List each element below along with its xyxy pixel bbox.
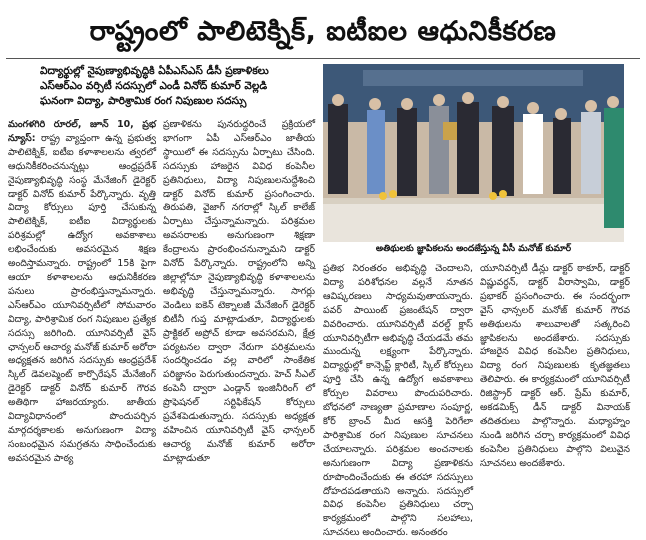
photo-caption: అతిథులకు జ్ఞాపికలను అందజేస్తున్న వీసీ మనోజ్ కుమార్ [375, 244, 572, 254]
headline: రాష్ట్రంలో పాలిటెక్నిక్, ఐటీఐల ఆధునికీకరణ [89, 16, 557, 47]
article-column-2 [163, 118, 315, 508]
subheadline [40, 64, 310, 109]
subheadline-line: ఎస్ఆర్ఎం వర్సిటీ సదస్సులో ఎండీ వినోద్ కుమార్ వెల్లడి [40, 80, 268, 92]
article-column-1 [8, 118, 156, 508]
article-text: ప్రణాళికను పునరుద్ధరించే ప్రక్రియలో భాగంగా ఏపీ ఎస్ఆర్ఎం జాతీయ స్థాయిలో ఈ సదస్సును ఏర్పాటు చేసింది. సదస్సుకు హాజరైన వివిధ కంపెనీల ప్రతినిధులు, విద్యా నిపుణులనుద్దేశించి డాక్టర్ వినోద్ కుమార్ ప్రసంగించారు. తిరుపతి, వైజాగ్ నగరాల్లో స్కిల్ కాలేజ్ ఏర్పాటు చేస్తున్నామన్నారు. పరిశ్రమల అవసరాలకు అనుగుణంగా శిక్షణా కేంద్రాలను ప్రారంభించనున్నామని డాక్టర్ వినోద్ పేర్కొన్నారు. రాష్ట్రంలోని అన్ని జిల్లాల్లోనూ నైపుణ్యాభివృద్ధి కళాశాలలను అభివృద్ధి చేస్తున్నామన్నారు. సాగర్లు వెండిలు ఐకెన్ టెక్నాలజీ మేనేజింగ్ డైరెక్టర్ బిటీనీ గుప్త మాట్లాడుతూ, విద్యార్థులకు ప్రాక్టికల్ అప్రోచ్ కూడా అవసరమని, క్షేత్ర పర్యటనల ద్వారా నేరుగా పరిశ్రమలను సందర్శించడం వల్ల వారిలో సాంకేతిక పరిజ్ఞానం పెరుగుతుందన్నారు. హెచ్ సీఎల్ కంపెనీ ద్వారా ఎండ్లాన్ ఇంజినీరింగ్ లో ప్రొఫెషనల్ సర్టిఫికేషన్ కోర్సులు ప్రవేశపెడుతున్నారు. సదస్సుకు అధ్యక్షత వహించిన యూనివర్సిటీ వైస్ ఛాన్సలర్ ఆచార్య మనోజ్ కుమార్ అరోరా మాట్లాడుతూ [163, 119, 315, 464]
article-column-4 [480, 262, 630, 512]
subheadline-line: ఘనంగా విద్యా, పారిశ్రామిక రంగ నిపుణుల సదస్సు [40, 95, 247, 107]
article-column-3 [323, 262, 473, 539]
event-photo-image [323, 64, 624, 242]
headline-rule [6, 58, 640, 59]
subheadline-line: విద్యార్థుల్లో నైపుణ్యాభివృద్ధికి ఏపీఎస్ఎస్ డీసీ ప్రణాళికలు [40, 65, 269, 77]
article-text: యూనివర్సిటీ డీన్లు డాక్టర్ ఠాకూర్, డాక్టర్ విష్ణువర్ధన్, డాక్టర్ వీరాస్వామి, డాక్టర్ ప్రభాకర్ ప్రసంగించారు. ఈ సందర్భంగా వైస్ ఛాన్సలర్ మనోజ్ కుమార్ గౌరవ అతిథులను శాలువాలతో సత్కరించి జ్ఞాపికలను అందజేశారు. సదస్సుకు హాజరైన వివిధ కంపెనీల ప్రతినిధులు, విద్యా రంగ నిపుణులకు కృతజ్ఞతలు తెలిపారు. ఈ కార్యక్రమంలో యూనివర్సిటీ రిజిస్ట్రార్ డాక్టర్ ఆర్. ప్రేమ్ కుమార్, అకడమిక్స్ డీన్ డాక్టర్ వినాయక్ తదితరులు పాల్గొన్నారు. మధ్యాహ్నం నుండి జరిగిన చర్చా కార్యక్రమంలో వివిధ కంపెనీల ప్రతినిధులు పాల్గొని విలువైన సూచనలు అందజేశారు. [480, 263, 630, 469]
photo-banner [375, 68, 575, 82]
article-text: రాష్ట్ర వ్యాప్తంగా ఉన్న ప్రభుత్వ పాలిటెక్నిక్, ఐటీఐ కళాశాలలను త్వరలో ఆధునికీకరించనున్నట్లు ఆంధ్రప్రదేశ్ నైపుణ్యాభివృద్ధి సంస్థ మేనేజింగ్ డైరెక్టర్ డాక్టర్ వినోద్ కుమార్ పేర్కొన్నారు. వృత్తి విద్యా కోర్సులు పూర్తి చేసుకున్న పాలిటెక్నిక్, ఐటీఐ విద్యార్థులకు పరిశ్రమల్లో ఉద్యోగ అవకాశాలు లభించేందుకు అవసరమైన శిక్షణ అందిస్తామన్నారు. రాష్ట్రంలో 15కి పైగా ఆయా కళాశాలలను ఆధునికీకరణ పనులు ప్రారంభిస్తున్నామన్నారు. ఎస్ఆర్ఎం యూనివర్సిటీలో సోమవారం విద్యా, పారిశ్రామిక రంగ నిపుణుల ప్రత్యేక సదస్సు జరిగింది. యూనివర్సిటీ వైస్ ఛాన్సలర్ ఆచార్య మనోజ్ కుమార్ అరోరా అధ్యక్షతన జరిగిన సదస్సుకు ఆంధ్రప్రదేశ్ స్కిల్ డెవలప్మెంట్ కార్పొరేషన్ మేనేజింగ్ డైరెక్టర్ డాక్టర్ వినోద్ కుమార్ గౌరవ అతిథిగా హాజరయ్యారు. జాతీయ విద్యావిధానంలో పొందుపర్చిన మార్గదర్శకాలకు అనుగుణంగా విద్యా సంబంధమైన సమగ్రతను సాధించేందుకు అవసరమైన పాఠ్య [8, 132, 156, 464]
article-text: ప్రతిభ నిరంతరం అభివృద్ధి చెందాలని, విద్యా పరిశోధనల వల్లనే నూతన ఆవిష్కరణలు సాధ్యమవుతాయన్నారు. పవర్ పాయింట్ ప్రజంటేషన్ ద్వారా వివరించారు. యూనివర్సిటీ వరల్డ్ క్లాస్ యూనివర్సిటీగా అభివృద్ధి చేయడమే తమ ముందున్న లక్ష్యంగా పేర్కొన్నారు. విద్యార్థుల్లో కాన్సెప్ట్ క్లారిటీ, స్కిల్ కోర్సులు పూర్తి చేసి ఉన్న ఉద్యోగ అవకాశాలు కోర్సుల వివరాలు పొందుపరిచారు. బోధనలో నాణ్యతా ప్రమాణాల సంపూర్ణ, కోర్ బ్రాంచ్ మీద ఆసక్తి పెరిగేలా పారిశ్రామిక రంగ నిపుణుల సూచనలు చేయాలన్నారు. పరిశ్రమల అంచనాలకు అనుగుణంగా విద్యా ప్రణాళికను రూపొందించేందుకు ఈ తరహా సదస్సులు దోహదపడతాయని అన్నారు. సదస్సులో వివిధ కంపెనీల ప్రతినిధులు చర్చా కార్యక్రమంలో పాల్గొని సలహాలు, సూచనలు అందించారు. అనంతరం [323, 263, 473, 539]
event-photo [323, 64, 624, 242]
dateline: మంగళగిరి రూరల్, జూన్ 10, ప్రభ న్యూస్: [8, 119, 156, 144]
